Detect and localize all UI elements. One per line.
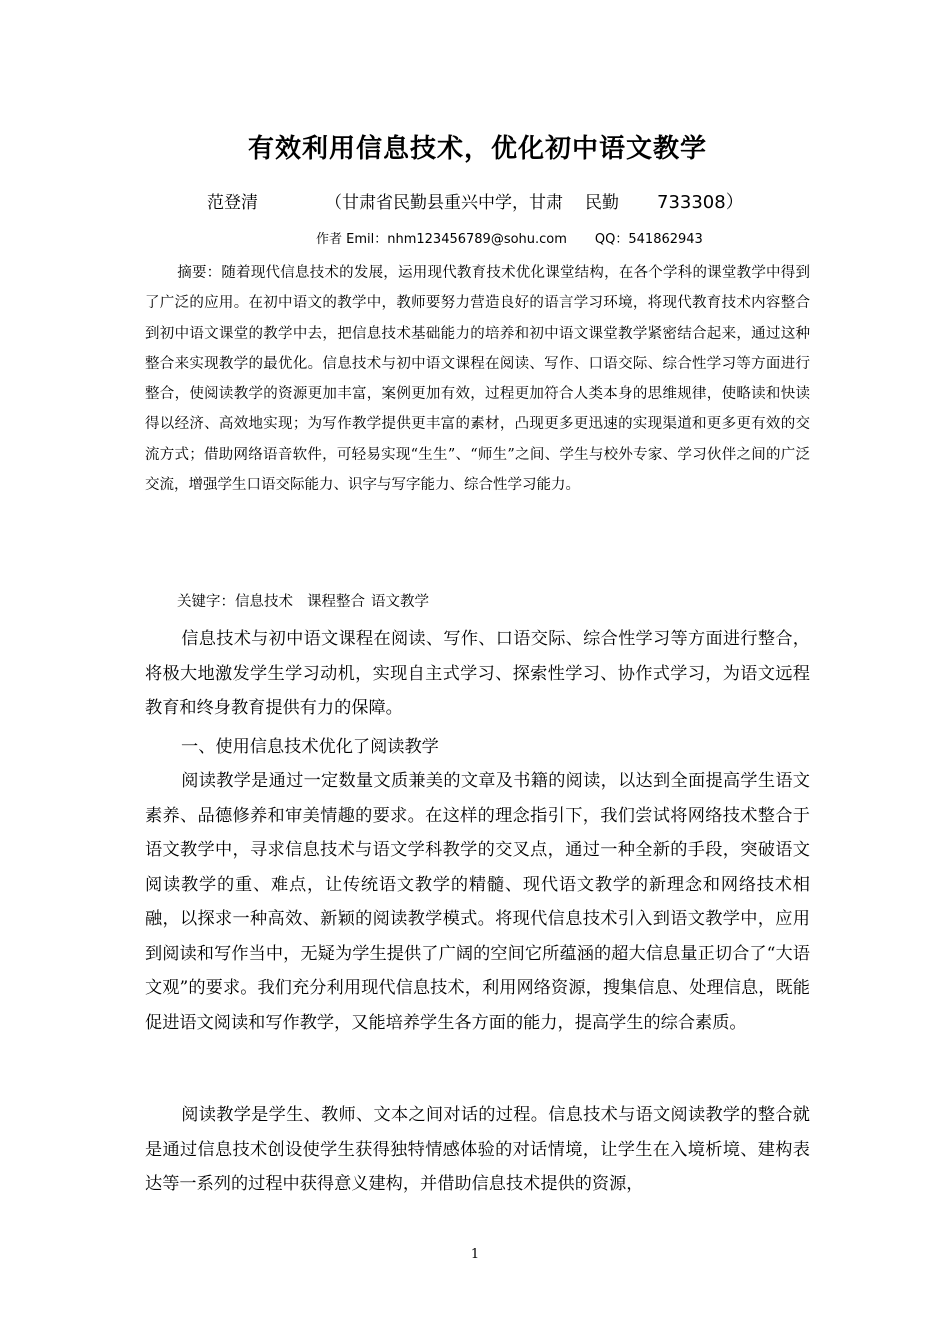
intro-paragraph: [145, 622, 810, 726]
author-affiliation: [325, 188, 744, 214]
body-paragraph-1: [145, 764, 810, 1040]
author-line: [207, 188, 827, 216]
document-title: 有效利用信息技术，优化初中语文教学: [247, 134, 707, 164]
author-contact: [316, 228, 703, 247]
abstract-paragraph: [145, 258, 810, 500]
body-paragraph-2: [145, 1098, 810, 1202]
keywords-label: 关键字：信息技术: [177, 594, 293, 610]
paragraph-2-text: 阅读教学是学生、教师、文本之间对话的过程。信息技术与语文阅读教学的整合就是通过信息技术创设使学生获得独特情感体验的对话情境，让学生在入境析境、建构表达等一系列的过程中获得意义建构，并借助信息技术提供的资源，: [145, 1105, 810, 1194]
paragraph-1-text: 阅读教学是通过一定数量文质兼美的文章及书籍的阅读，以达到全面提高学生语文素养、品德修养和审美情趣的要求。在这样的理念指引下，我们尝试将网络技术整合于语文教学中，寻求信息技术与语文学科教学的交叉点，通过一种全新的手段，突破语文阅读教学的重、难点，让传统语文教学的精髓、现代语文教学的新理念和网络技术相融，以探求一种高效、新颖的阅读教学模式。将现代信息技术引入到语文教学中，应用到阅读和写作当中，无疑为学生提供了广阔的空间它所蕴涵的超大信息量正切合了“大语文观”的要求。我们充分利用现代信息技术，利用网络资源，搜集信息、处理信息，既能促进语文阅读和写作教学，又能培养学生各方面的能力，提高学生的综合素质。: [145, 771, 810, 1033]
abstract-text: 摘要：随着现代信息技术的发展，运用现代教育技术优化课堂结构，在各个学科的课堂教学中得到了广泛的应用。在初中语文的教学中，教师要努力营造良好的语言学习环境，将现代教育技术内容整合到初中语文课堂的教学中去，把信息技术基础能力的培养和初中语文课堂教学紧密结合起来，通过这种整合来实现教学的最优化。信息技术与初中语文课程在阅读、写作、口语交际、综合性学习等方面进行整合，使阅读教学的资源更加丰富，案例更加有效，过程更加符合人类本身的思维规律，使略读和快读得以经济、高效地实现；为写作教学提供更丰富的素材，凸现更多更迅速的实现渠道和更多更有效的交流方式；借助网络语音软件，可轻易实现“生生”、“师生”之间、学生与校外专家、学习伙伴之间的广泛交流，增强学生口语交际能力、识字与写字能力、综合性学习能力。: [145, 265, 810, 494]
intro-text: 信息技术与初中语文课程在阅读、写作、口语交际、综合性学习等方面进行整合，将极大地激发学生学习动机，实现自主式学习、探索性学习、协作式学习，为语文远程教育和终身教育提供有力的保障。: [145, 629, 810, 718]
affiliation-zip: 733308）: [657, 192, 744, 213]
author-qq: QQ：541862943: [594, 232, 703, 247]
page-number: 1: [470, 1247, 480, 1262]
keyword-3: 语文教学: [371, 594, 429, 610]
affiliation-open: （甘肃省民勤县重兴中学，甘肃: [325, 193, 563, 213]
author-name: 范登清: [207, 193, 258, 213]
affiliation-city: 民勤: [585, 193, 619, 213]
keywords-line: [177, 590, 429, 611]
author-email: 作者 Emil：nhm123456789@sohu.com: [316, 232, 567, 247]
section-heading: 一、使用信息技术优化了阅读教学: [181, 737, 439, 757]
keyword-2: 课程整合: [307, 594, 365, 610]
